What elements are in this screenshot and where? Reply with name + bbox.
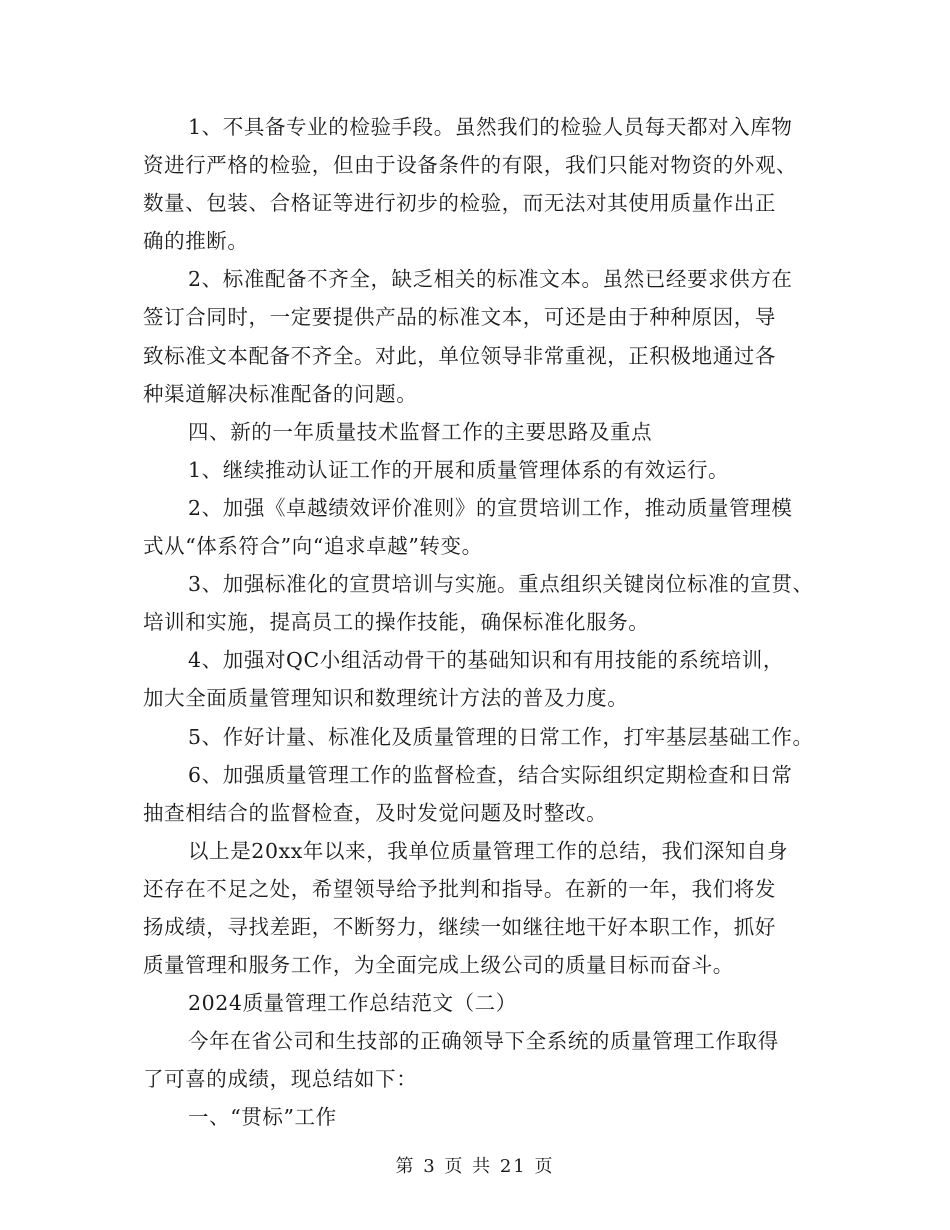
text-line: 扬成绩，寻找差距，不断努力，继续一如继往地干好本职工作，抓好 [143,914,776,939]
page-footer: 第 3 页 共 21 页 [395,1156,555,1177]
text-line: 6、加强质量管理工作的监督检查，结合实际组织定期检查和日常 [188,762,793,787]
text-line: 加大全面质量管理知识和数理统计方法的普及力度。 [143,686,629,711]
document-body [143,108,823,1137]
text-line: 种渠道解决标准配备的问题。 [143,381,418,406]
text-line: 资进行严格的检验，但由于设备条件的有限，我们只能对物资的外观、 [143,153,798,178]
text-line: 还存在不足之处，希望领导给予批判和指导。在新的一年，我们将发 [143,876,776,901]
text-line: 确的推断。 [143,229,249,254]
text-line: 签订合同时，一定要提供产品的标准文本，可还是由于种种原因，导 [143,305,776,330]
text-line: 今年在省公司和生技部的正确领导下全系统的质量管理工作取得 [188,1029,779,1054]
text-line: 2、标准配备不齐全，缺乏相关的标准文本。虽然已经要求供方在 [188,267,793,292]
text-line: 一、“贯标”工作 [188,1105,337,1130]
text-line: 5、作好计量、标准化及质量管理的日常工作，打牢基层基础工作。 [188,724,814,749]
text-line: 四、新的一年质量技术监督工作的主要思路及重点 [188,419,653,444]
text-line: 抽查相结合的监督检查，及时发觉问题及时整改。 [143,800,608,825]
text-line: 2、加强《卓越绩效评价准则》的宣贯培训工作，推动质量管理模 [188,495,793,520]
text-line: 1、不具备专业的检验手段。虽然我们的检验人员每天都对入库物 [188,115,793,139]
text-line: 以上是20xx年以来，我单位质量管理工作的总结，我们深知自身 [188,838,789,863]
text-line: 了可喜的成绩，现总结如下： [143,1067,418,1092]
text-line: 质量管理和服务工作，为全面完成上级公司的质量目标而奋斗。 [143,953,734,978]
text-line: 4、加强对QC小组活动骨干的基础知识和有用技能的系统培训， [188,648,784,673]
text-line: 培训和实施，提高员工的操作技能，确保标准化服务。 [143,610,650,635]
text-line: 数量、包装、合格证等进行初步的检验，而无法对其使用质量作出正 [143,191,776,216]
text-line: 2024质量管理工作总结范文（二） [188,991,517,1016]
text-line: 式从“体系符合”向“追求卓越”转变。 [143,534,483,559]
text-line: 致标准文本配备不齐全。对此，单位领导非常重视，正积极地通过各 [143,343,776,368]
text-line: 1、继续推动认证工作的开展和质量管理体系的有效运行。 [188,457,730,482]
text-line: 3、加强标准化的宣贯培训与实施。重点组织关键岗位标准的宣贯、 [188,572,814,597]
